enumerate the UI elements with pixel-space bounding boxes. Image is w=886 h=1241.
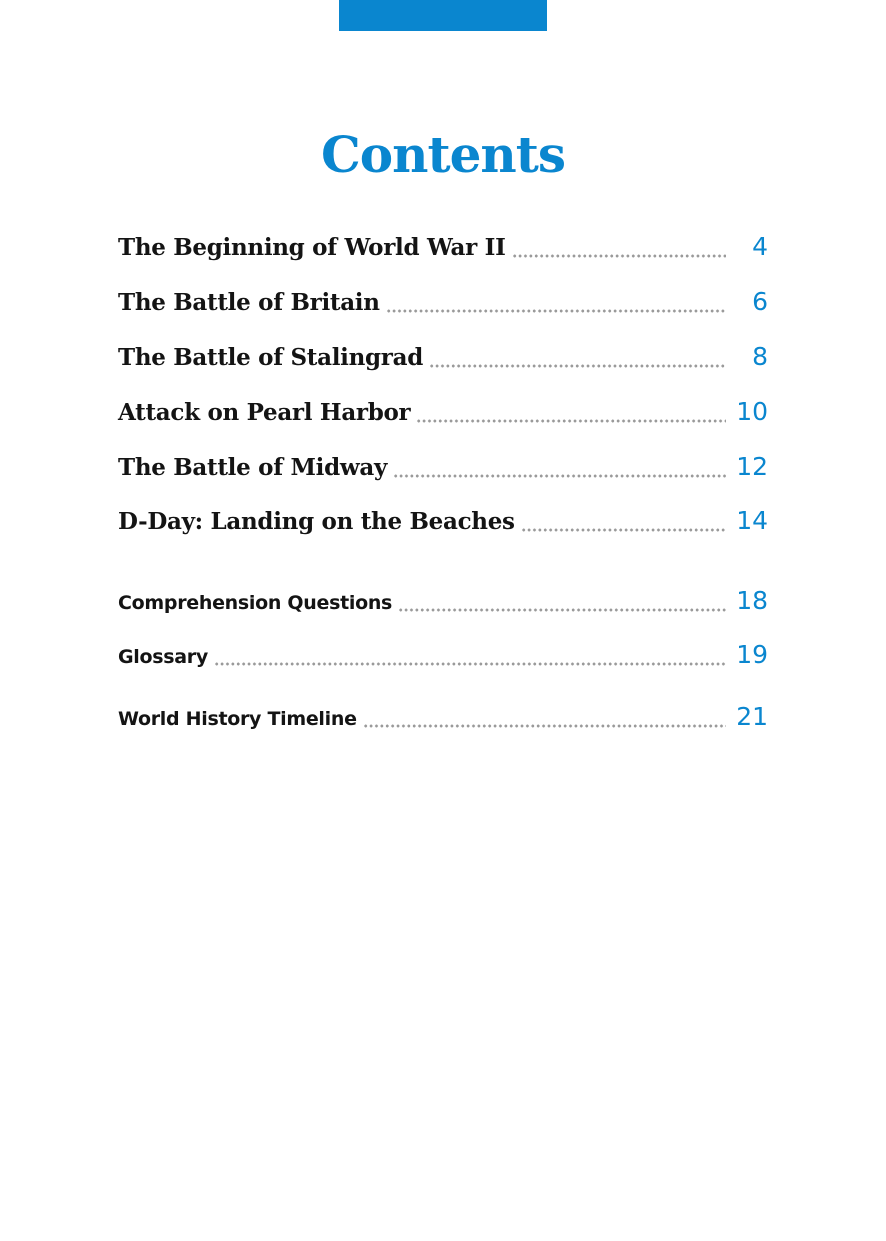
toc-entry-title: The Battle of Midway [118, 454, 388, 481]
toc-entry-page-number: 19 [736, 640, 768, 669]
toc-entry-chapter-2[interactable] [118, 287, 768, 327]
toc-entry-comprehension-questions[interactable] [118, 586, 768, 626]
toc-entry-title: The Battle of Britain [118, 289, 380, 316]
toc-entry-title: Glossary [118, 646, 208, 668]
toc-entry-page-number: 14 [736, 506, 768, 535]
dotted-leader [512, 254, 726, 258]
dotted-leader [398, 608, 726, 612]
toc-entry-chapter-5[interactable] [118, 452, 768, 492]
toc-entry-page-number: 12 [736, 452, 768, 481]
dotted-leader [416, 419, 726, 423]
toc-entry-page-number: 8 [752, 342, 768, 371]
dotted-leader [429, 364, 726, 368]
toc-entry-title: The Beginning of World War II [118, 234, 506, 261]
dotted-leader [521, 528, 726, 532]
toc-entry-title: Comprehension Questions [118, 592, 393, 614]
toc-entry-page-number: 18 [736, 586, 768, 615]
toc-entry-page-number: 6 [752, 287, 768, 316]
toc-entry-chapter-6[interactable] [118, 506, 768, 546]
toc-entry-page-number: 4 [752, 232, 768, 261]
toc-entry-world-history-timeline[interactable] [118, 702, 768, 742]
dotted-leader [363, 724, 726, 728]
top-accent-bar [339, 0, 547, 31]
dotted-leader [214, 662, 726, 666]
toc-entry-page-number: 10 [736, 397, 768, 426]
toc-entry-title: The Battle of Stalingrad [118, 344, 424, 371]
toc-entry-title: World History Timeline [118, 708, 357, 730]
page-title: Contents [320, 125, 565, 184]
toc-entry-glossary[interactable] [118, 640, 768, 680]
toc-entry-chapter-1[interactable] [118, 232, 768, 272]
toc-entry-page-number: 21 [736, 702, 768, 731]
toc-entry-chapter-4[interactable] [118, 397, 768, 437]
dotted-leader [386, 309, 726, 313]
toc-entry-chapter-3[interactable] [118, 342, 768, 382]
toc-entry-title: Attack on Pearl Harbor [118, 399, 411, 426]
toc-entry-title: D-Day: Landing on the Beaches [118, 508, 515, 535]
dotted-leader [393, 474, 726, 478]
